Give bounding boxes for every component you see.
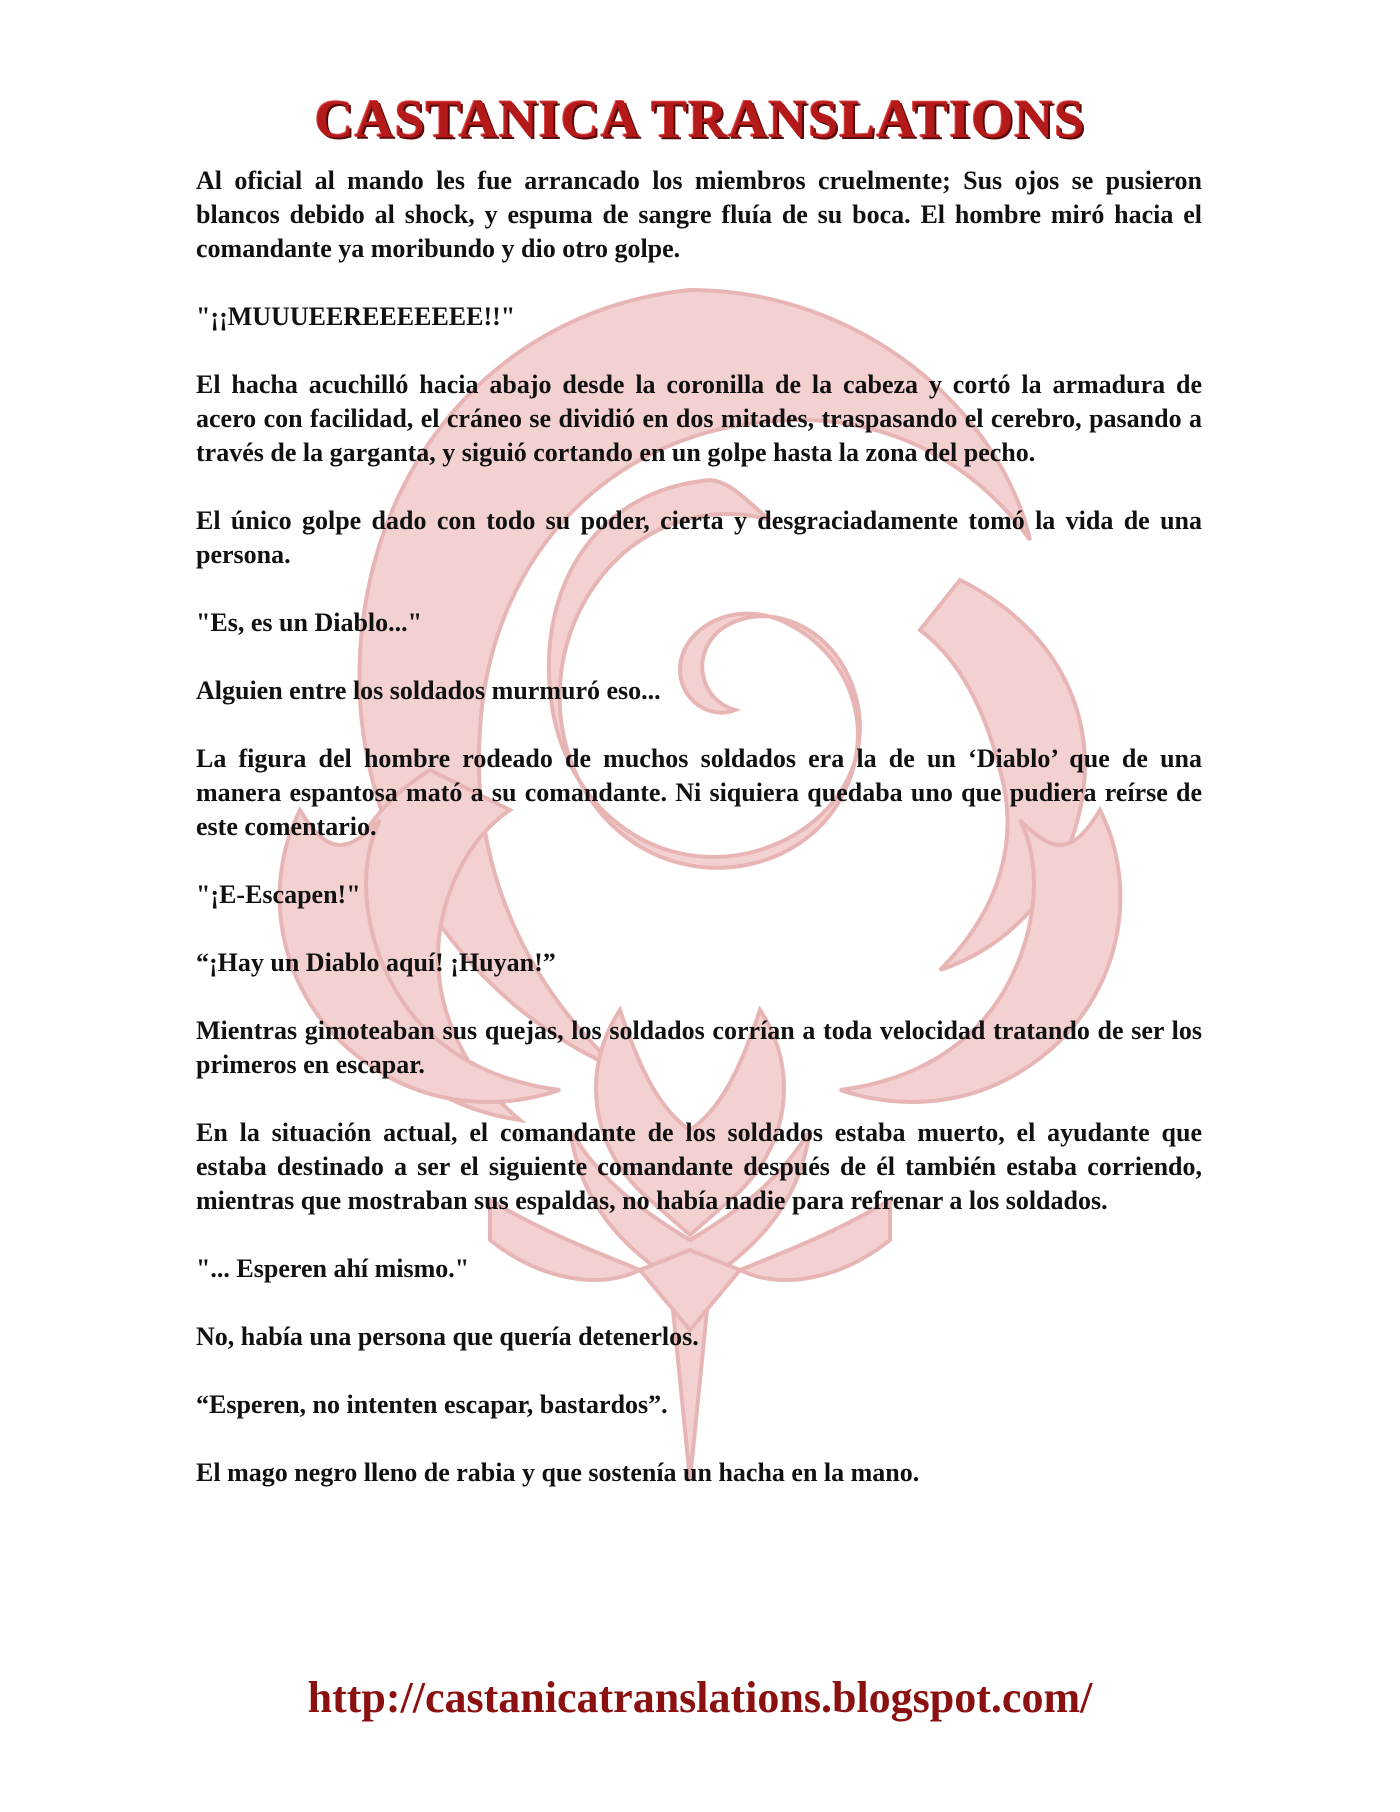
page-title: CASTANICA TRANSLATIONS: [314, 89, 1086, 149]
paragraph: "Es, es un Diablo...": [196, 608, 423, 637]
paragraph: "... Esperen ahí mismo.": [196, 1254, 470, 1283]
paragraph: En la situación actual, el comandante de los soldados estaba muerto, el ayudante que estaba destinado a ser el siguiente comandante después de él también estaba corriendo, mientras que mostraban sus espaldas, no había nadie para refrenar a los soldados.: [196, 1118, 1202, 1215]
paragraph: El mago negro lleno de rabia y que sostenía un hacha en la mano.: [196, 1458, 920, 1487]
paragraph: El único golpe dado con todo su poder, cierta y desgraciadamente tomó la vida de una persona.: [196, 506, 1202, 569]
paragraph: “Esperen, no intenten escapar, bastardos”.: [196, 1390, 668, 1419]
document-body: [196, 164, 1202, 1524]
paragraph: Al oficial al mando les fue arrancado los miembros cruelmente; Sus ojos se pusieron blancos debido al shock, y espuma de sangre fluía de su boca. El hombre miró hacia el comandante ya moribundo y dio otro golpe.: [196, 166, 1202, 263]
paragraph: El hacha acuchilló hacia abajo desde la coronilla de la cabeza y cortó la armadura de acero con facilidad, el cráneo se dividió en dos mitades, traspasando el cerebro, pasando a través de la garganta, y siguió cortando en un golpe hasta la zona del pecho.: [196, 370, 1202, 467]
blog-link[interactable]: http://castanicatranslations.blogspot.com/: [307, 1673, 1093, 1722]
paragraph: Alguien entre los soldados murmuró eso...: [196, 676, 661, 705]
paragraph: No, había una persona que quería detenerlos.: [196, 1322, 699, 1351]
paragraph: “¡Hay un Diablo aquí! ¡Huyan!”: [196, 948, 556, 977]
paragraph: La figura del hombre rodeado de muchos soldados era la de un ‘Diablo’ que de una manera espantosa mató a su comandante. Ni siquiera quedaba uno que pudiera reírse de este comentario.: [196, 744, 1202, 841]
paragraph: "¡E-Escapen!": [196, 880, 361, 909]
paragraph: "¡¡MUUUEEREEEEEEE!!": [196, 302, 516, 331]
paragraph: Mientras gimoteaban sus quejas, los soldados corrían a toda velocidad tratando de ser los primeros en escapar.: [196, 1016, 1202, 1079]
